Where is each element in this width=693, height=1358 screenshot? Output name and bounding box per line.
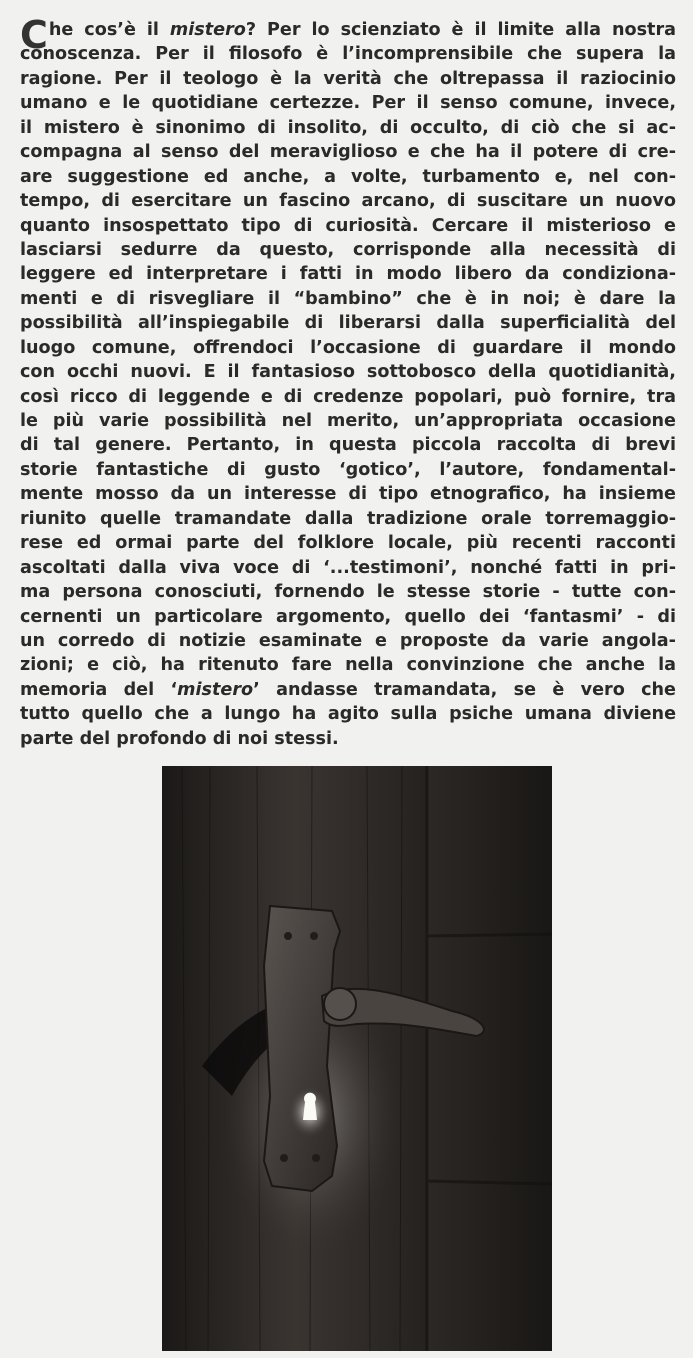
- text-segment: mente mosso da un interesse di tipo etnografico, ha insieme: [20, 484, 676, 505]
- italic-term: mistero: [169, 20, 246, 40]
- text-line: [20, 189, 676, 213]
- text-segment: le più varie possibilità nel merito, un’appropriata occasione: [20, 411, 676, 431]
- text-line: [20, 336, 676, 360]
- text-line: [20, 91, 676, 115]
- text-line: [20, 67, 676, 91]
- intro-paragraph: [20, 13, 676, 751]
- text-segment: zioni; e ciò, ha ritenuto fare nella convinzione che anche la: [20, 655, 676, 676]
- text-line: [20, 385, 676, 409]
- text-line: [20, 116, 676, 140]
- text-segment: menti e di risvegliare il “bambino” che è in noi; è dare la: [20, 288, 676, 309]
- text-segment: ascoltati dalla viva voce di ‘...testimoni’, nonché fatti in pri-: [20, 557, 676, 578]
- text-line: [20, 42, 676, 66]
- text-line: [20, 605, 676, 629]
- text-line: [20, 653, 676, 677]
- text-line: [20, 214, 676, 238]
- text-line: [20, 629, 676, 653]
- text-line: [20, 140, 676, 164]
- text-line: [20, 287, 676, 311]
- text-line: [20, 678, 676, 702]
- text-line: [20, 556, 676, 580]
- text-segment: tutto quello che a lungo ha agito sulla psiche umana diviene: [20, 704, 676, 725]
- text-segment: un corredo di notizie esaminate e proposte da varie angola-: [20, 630, 676, 651]
- door-photo: [162, 766, 552, 1351]
- door-photo-graphic: [162, 766, 552, 1351]
- text-line: [20, 238, 676, 262]
- text-segment: cernenti un particolare argomento, quello dei ‘fantasmi’ - di: [20, 606, 676, 627]
- text-segment: con occhi nuovi. E il fantasioso sottobosco della quotidianità,: [20, 362, 676, 383]
- text-line: [20, 727, 676, 751]
- text-line: [20, 482, 676, 506]
- text-segment: rese ed ormai parte del folklore locale, più recenti racconti: [20, 533, 676, 554]
- drop-cap: C: [20, 13, 48, 58]
- text-line: [20, 531, 676, 555]
- text-segment: ’ andasse tramandata, se è vero che: [253, 679, 676, 700]
- text-line: [20, 360, 676, 384]
- text-segment: quanto insospettato tipo di curiosità. Cercare il misterioso e: [20, 215, 676, 236]
- text-segment: memoria del ‘: [20, 679, 178, 700]
- text-segment: possibilità all’inspiegabile di liberarsi dalla superficialità del: [20, 313, 676, 334]
- text-line: [20, 458, 676, 482]
- text-segment: umano e le quotidiane certezze. Per il senso comune, invece,: [20, 93, 676, 114]
- text-line: [20, 311, 676, 335]
- text-line: [20, 262, 676, 286]
- text-segment: are suggestione ed anche, a volte, turbamento e, nel con-: [20, 166, 676, 187]
- text-line: [20, 409, 676, 433]
- text-segment: riunito quelle tramandate dalla tradizione orale torremaggio-: [20, 508, 676, 529]
- text-segment: leggere ed interpretare i fatti in modo libero da condiziona-: [20, 264, 676, 285]
- text-line: [20, 507, 676, 531]
- italic-term: mistero: [177, 679, 254, 700]
- text-segment: conoscenza. Per il filosofo è l’incomprensibile che supera la: [20, 44, 676, 65]
- text-segment: luogo comune, offrendoci l’occasione di guardare il mondo: [20, 337, 676, 358]
- text-line: [20, 580, 676, 604]
- text-segment: il mistero è sinonimo di insolito, di occulto, di ciò che si ac-: [20, 117, 676, 138]
- text-segment: storie fantastiche di gusto ‘gotico’, l’autore, fondamental-: [20, 459, 676, 480]
- text-segment: ragione. Per il teologo è la verità che oltrepassa il raziocinio: [20, 68, 676, 89]
- text-segment: ma persona conosciuti, fornendo le stesse storie - tutte con-: [20, 582, 676, 603]
- text-segment: lasciarsi sedurre da questo, corrisponde alla necessità di: [20, 239, 676, 260]
- text-segment: così ricco di leggende e di credenze popolari, può fornire, tra: [20, 386, 676, 407]
- text-line: [20, 165, 676, 189]
- text-line: [20, 433, 676, 457]
- text-segment: di tal genere. Pertanto, in questa piccola raccolta di brevi: [20, 435, 676, 456]
- text-segment: parte del profondo di noi stessi.: [20, 728, 339, 749]
- text-line: [20, 702, 676, 726]
- text-segment: ? Per lo scienziato è il limite alla nostra: [245, 20, 676, 40]
- text-segment: compagna al senso del meraviglioso e che ha il potere di cre-: [20, 142, 676, 163]
- text-segment: he cos’è il: [48, 20, 170, 40]
- text-segment: tempo, di esercitare un fascino arcano, di suscitare un nuovo: [20, 191, 676, 212]
